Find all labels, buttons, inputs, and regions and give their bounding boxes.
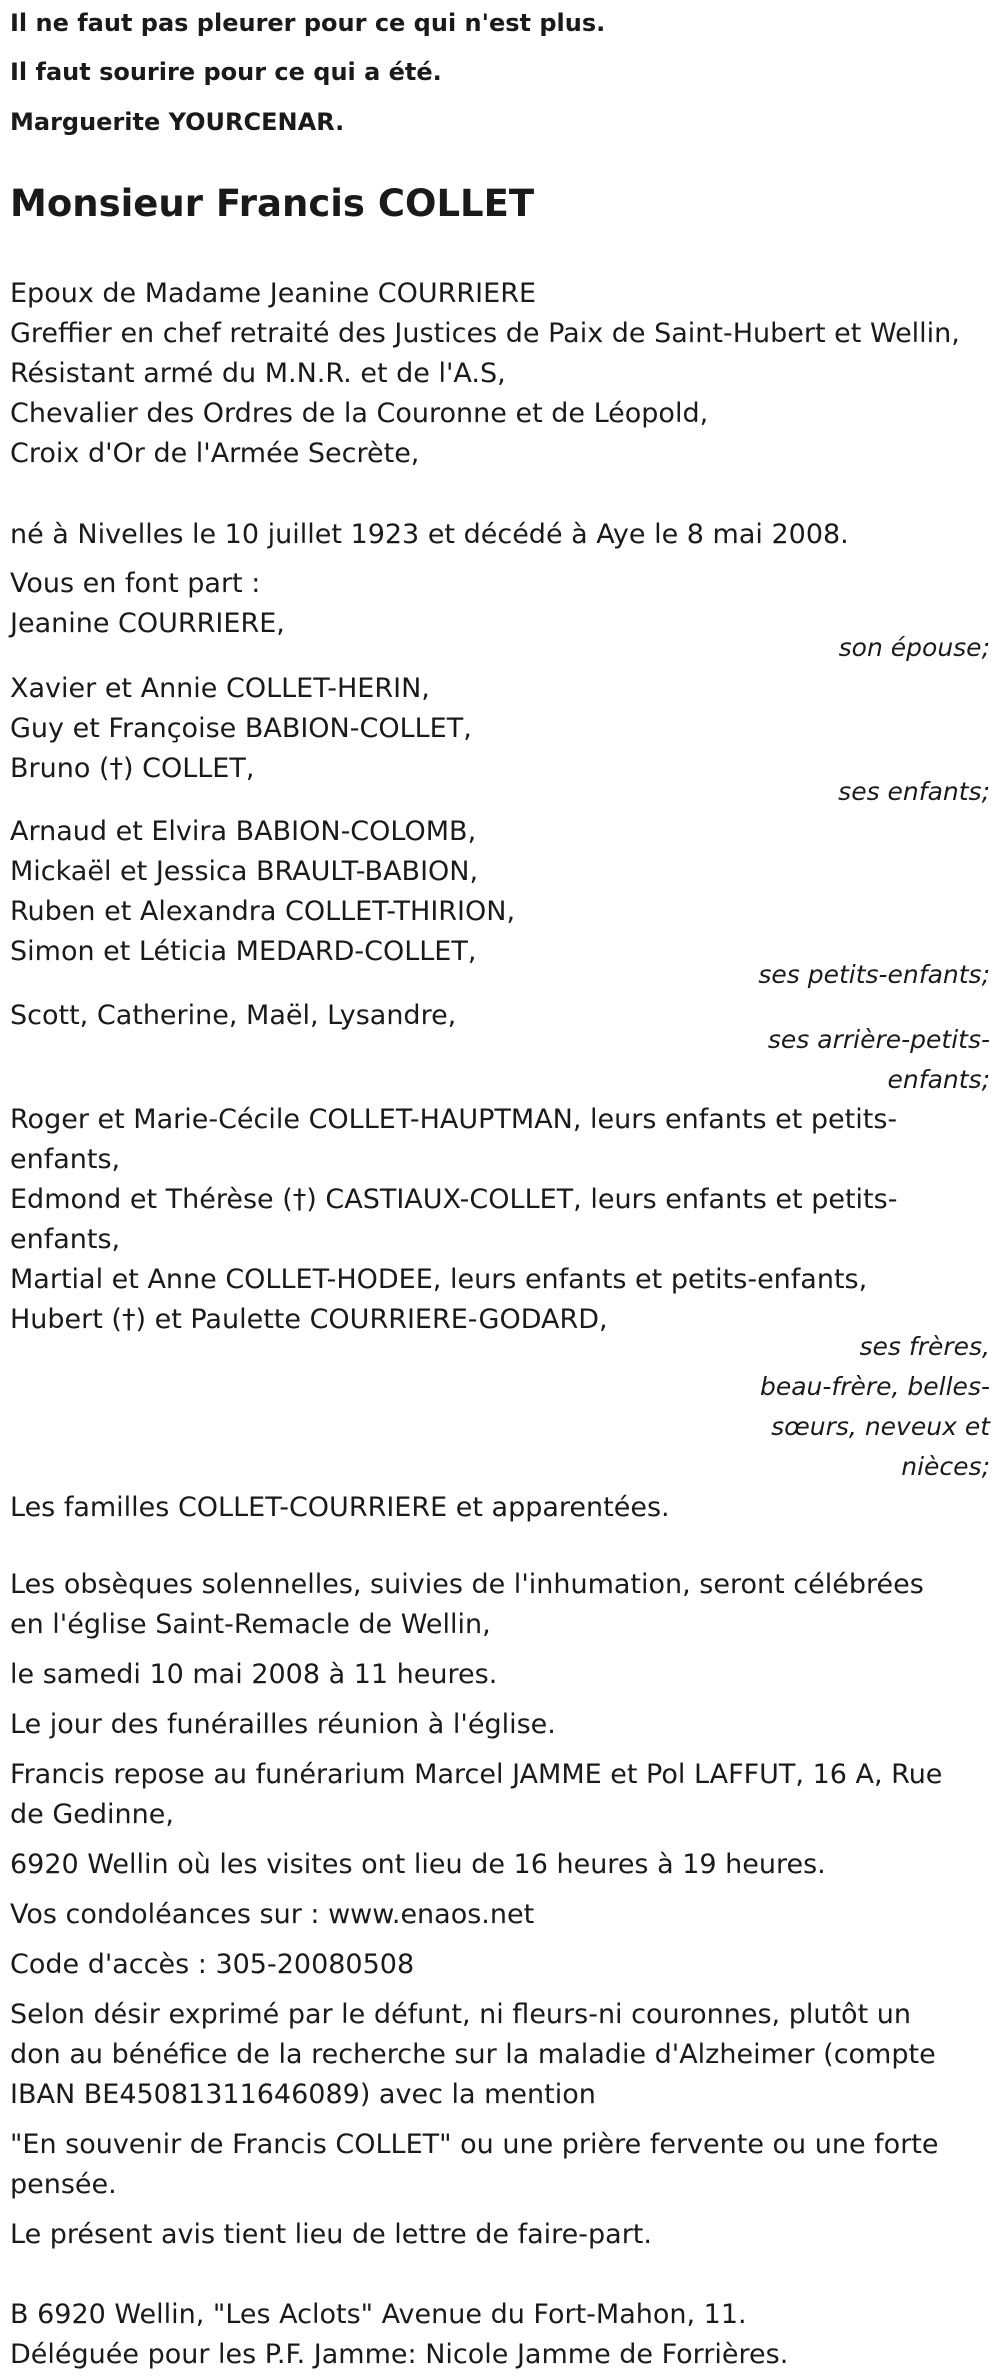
funeral-date: le samedi 10 mai 2008 à 11 heures. <box>10 1659 498 1690</box>
child-name: Guy et Françoise BABION-COLLET, <box>10 713 472 744</box>
epigraph-line-1: Il ne faut pas pleurer pour ce qui n'est plus. <box>10 9 606 37</box>
visits-line: 6920 Wellin où les visites ont lieu de 16 heures à 19 heures. <box>10 1849 826 1880</box>
spouse-role: son épouse; <box>838 633 990 662</box>
title-line: Résistant armé du M.N.R. et de l'A.S, <box>10 358 506 389</box>
sibling-line: Roger et Marie-Cécile COLLET-HAUPTMAN, leurs enfants et petits-enfants, <box>10 1104 898 1175</box>
great-grandchildren-role: enfants; <box>887 1065 990 1094</box>
siblings-role: sœurs, neveux et <box>771 1412 990 1441</box>
spouse-name: Jeanine COURRIERE, <box>10 608 285 639</box>
sibling-line: Martial et Anne COLLET-HODEE, leurs enfants et petits-enfants, <box>10 1264 868 1295</box>
announcement-line: Vous en font part : <box>10 568 261 599</box>
siblings-role: ses frères, <box>859 1332 990 1361</box>
deceased-name: Monsieur Francis COLLET <box>10 182 535 225</box>
birth-death-line: né à Nivelles le 10 juillet 1923 et décédé à Aye le 8 mai 2008. <box>10 519 849 550</box>
epigraph-author: Marguerite YOURCENAR. <box>10 108 345 136</box>
donation-paragraph: Selon désir exprimé par le défunt, ni fleurs-ni couronnes, plutôt un don au bénéfice de la recherche sur la maladie d'Alzheimer (compte IBAN BE45081311646089) avec la mention <box>10 1999 936 2110</box>
families-line: Les familles COLLET-COURRIERE et apparentées. <box>10 1492 670 1523</box>
sibling-line: Hubert (†) et Paulette COURRIERE-GODARD, <box>10 1304 608 1335</box>
siblings-role: nièces; <box>901 1452 990 1481</box>
siblings-role: beau-frère, belles- <box>759 1372 990 1401</box>
grandchild-name: Mickaël et Jessica BRAULT-BABION, <box>10 856 479 887</box>
great-grandchildren-names: Scott, Catherine, Maël, Lysandre, <box>10 1000 457 1031</box>
title-line: Epoux de Madame Jeanine COURRIERE <box>10 278 537 309</box>
grandchild-name: Arnaud et Elvira BABION-COLOMB, <box>10 816 477 847</box>
child-name: Xavier et Annie COLLET-HERIN, <box>10 673 430 704</box>
condolences-line: Vos condoléances sur : www.enaos.net <box>10 1899 535 1930</box>
great-grandchildren-role: ses arrière-petits- <box>767 1025 990 1054</box>
grandchildren-role: ses petits-enfants; <box>758 960 990 989</box>
title-line: Croix d'Or de l'Armée Secrète, <box>10 438 420 469</box>
funerarium-line: Francis repose au funérarium Marcel JAMME et Pol LAFFUT, 16 A, Rue de Gedinne, <box>10 1759 943 1830</box>
funeral-paragraph: Les obsèques solennelles, suivies de l'inhumation, seront célébrées en l'église Saint-Remacle de Wellin, <box>10 1569 924 1640</box>
access-code-line: Code d'accès : 305-20080508 <box>10 1949 415 1980</box>
footer-address: B 6920 Wellin, "Les Aclots" Avenue du Fort-Mahon, 11. <box>10 2299 747 2330</box>
notice-line: Le présent avis tient lieu de lettre de faire-part. <box>10 2219 652 2250</box>
children-role: ses enfants; <box>838 777 990 806</box>
title-line: Chevalier des Ordres de la Couronne et de Léopold, <box>10 398 709 429</box>
sibling-line: Edmond et Thérèse (†) CASTIAUX-COLLET, leurs enfants et petits-enfants, <box>10 1184 898 1255</box>
mention-paragraph: "En souvenir de Francis COLLET" ou une prière fervente ou une forte pensée. <box>10 2129 939 2200</box>
title-line: Greffier en chef retraité des Justices de Paix de Saint-Hubert et Wellin, <box>10 318 960 349</box>
child-name: Bruno (†) COLLET, <box>10 753 255 784</box>
epigraph-line-2: Il faut sourire pour ce qui a été. <box>10 58 442 86</box>
grandchild-name: Simon et Léticia MEDARD-COLLET, <box>10 936 477 967</box>
footer-delegate: Déléguée pour les P.F. Jamme: Nicole Jamme de Forrières. <box>10 2339 789 2370</box>
funeral-meeting: Le jour des funérailles réunion à l'église. <box>10 1709 556 1740</box>
grandchild-name: Ruben et Alexandra COLLET-THIRION, <box>10 896 516 927</box>
